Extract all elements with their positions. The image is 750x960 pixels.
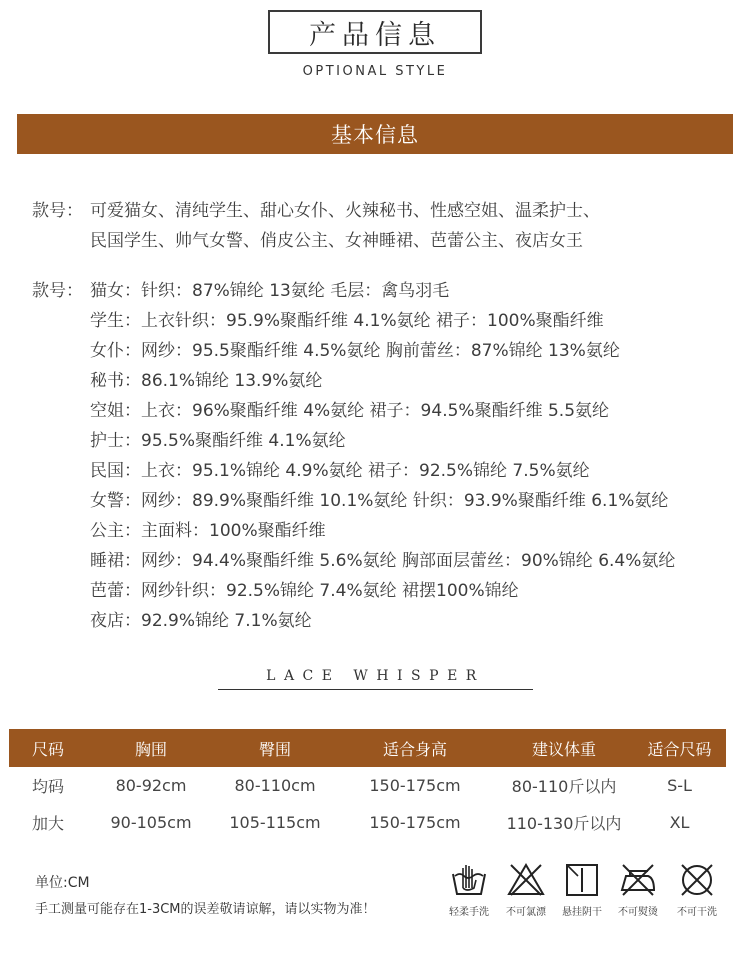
fabric-row [32,606,675,636]
care-caption: 轻柔手洗 [449,907,489,918]
fabric-row [32,336,675,366]
header-cell: 胸围 [87,729,215,767]
table-cell: 150-175cm [369,776,461,795]
fabric-line: 秘书：86.1%锦纶 13.9%氨纶 [90,371,323,391]
table-cell: 均码 [31,777,64,796]
fabric-row [32,486,675,516]
fabric-indent [32,456,90,486]
no-dry-clean-icon [677,860,717,900]
table-cell: 90-105cm [110,813,192,832]
fabric-row [32,276,675,306]
fabric-line: 民国：上衣：95.1%锦纶 4.9%氨纶 裙子：92.5%锦纶 7.5%氨纶 [90,461,590,481]
table-cell: 105-115cm [229,813,321,832]
care-no-dry-clean [667,860,727,918]
fabric-row [32,546,675,576]
fabric-row [32,396,675,426]
fabric-line: 护士：95.5%聚酯纤维 4.1%氨纶 [90,431,346,451]
size-table [9,729,726,841]
brand-divider [218,689,533,690]
hand-wash-icon [449,860,489,900]
fabric-indent [32,606,90,636]
care-caption: 悬挂阴干 [562,907,602,918]
fabric-line: 学生：上衣针织：95.9%聚酯纤维 4.1%氨纶 裙子：100%聚酯纤维 [90,311,604,331]
header-cell: 臀围 [215,729,335,767]
fabric-line: 女仆：网纱：95.5聚酯纤维 4.5%氨纶 胸前蕾丝：87%锦纶 13%氨纶 [90,341,620,361]
hang-dry-icon [562,860,602,900]
fabric-indent [32,546,90,576]
fabric-line: 猫女：针织：87%锦纶 13氨纶 毛层：禽鸟羽毛 [90,281,450,301]
measurement-note: 手工测量可能存在1-3CM的误差敬请谅解，请以实物为准！ [35,902,376,917]
fabric-indent [32,516,90,546]
care-caption: 不可氯漂 [506,907,546,918]
style-label-spacer [32,226,90,256]
fabric-row [32,456,675,486]
fabric-line: 女警：网纱：89.9%聚酯纤维 10.1%氨纶 针织：93.9%聚酯纤维 6.1%氨纶 [90,491,669,511]
style-list [32,196,600,256]
fabric-label: 款号： [32,281,83,301]
no-bleach-icon [506,860,546,900]
fabric-indent [32,576,90,606]
size-table-header [9,729,726,767]
no-iron-icon [618,860,658,900]
fabric-indent [32,366,90,396]
header-cell: 尺码 [9,729,87,767]
page-subtitle: OPTIONAL STYLE [302,64,448,79]
table-cell: 80-110cm [234,776,316,795]
style-line: 可爱猫女、清纯学生、甜心女仆、火辣秘书、性感空姐、温柔护士、 [90,201,600,221]
table-cell: S-L [667,776,692,795]
care-hand-wash [439,860,499,918]
header-cell: 适合身高 [335,729,495,767]
fabric-row [32,576,675,606]
table-cell: 80-110斤以内 [511,777,617,796]
table-cell: 加大 [31,814,64,833]
table-cell: 150-175cm [369,813,461,832]
fabric-indent [32,486,90,516]
fabric-row [32,366,675,396]
header-cell: 适合尺码 [633,729,726,767]
header-cell: 建议体重 [495,729,633,767]
care-caption: 不可熨烫 [618,907,658,918]
fabric-indent [32,426,90,456]
table-cell: 80-92cm [115,776,187,795]
fabric-indent [32,396,90,426]
care-no-bleach [496,860,556,918]
fabric-row [32,426,675,456]
fabric-line: 芭蕾：网纱针织：92.5%锦纶 7.4%氨纶 裙摆100%锦纶 [90,581,519,601]
table-row [9,767,726,804]
fabric-row [32,306,675,336]
care-hang-dry [552,860,612,918]
unit-label: 单位:CM [35,875,90,891]
fabric-line: 睡裙：网纱：94.4%聚酯纤维 5.6%氨纶 胸部面层蕾丝：90%锦纶 6.4%氨纶 [90,551,676,571]
care-caption: 不可干洗 [677,907,717,918]
fabric-list [32,276,675,636]
fabric-line: 夜店：92.9%锦纶 7.1%氨纶 [90,611,312,631]
table-row [9,804,726,841]
fabric-row [32,516,675,546]
table-cell: XL [669,813,690,832]
page-title: 产品信息 [268,10,482,54]
style-row [32,226,600,256]
care-no-iron [608,860,668,918]
fabric-line: 空姐：上衣：96%聚酯纤维 4%氨纶 裙子：94.5%聚酯纤维 5.5氨纶 [90,401,610,421]
fabric-indent [32,306,90,336]
fabric-line: 公主：主面料：100%聚酯纤维 [90,521,326,541]
style-label: 款号： [32,201,83,221]
table-cell: 110-130斤以内 [506,814,622,833]
style-row [32,196,600,226]
brand-name: LACE WHISPER [266,668,485,684]
style-line: 民国学生、帅气女警、俏皮公主、女神睡裙、芭蕾公主、夜店女王 [90,231,583,251]
fabric-indent [32,336,90,366]
section-header [17,114,733,154]
section-title: 基本信息 [331,123,419,147]
